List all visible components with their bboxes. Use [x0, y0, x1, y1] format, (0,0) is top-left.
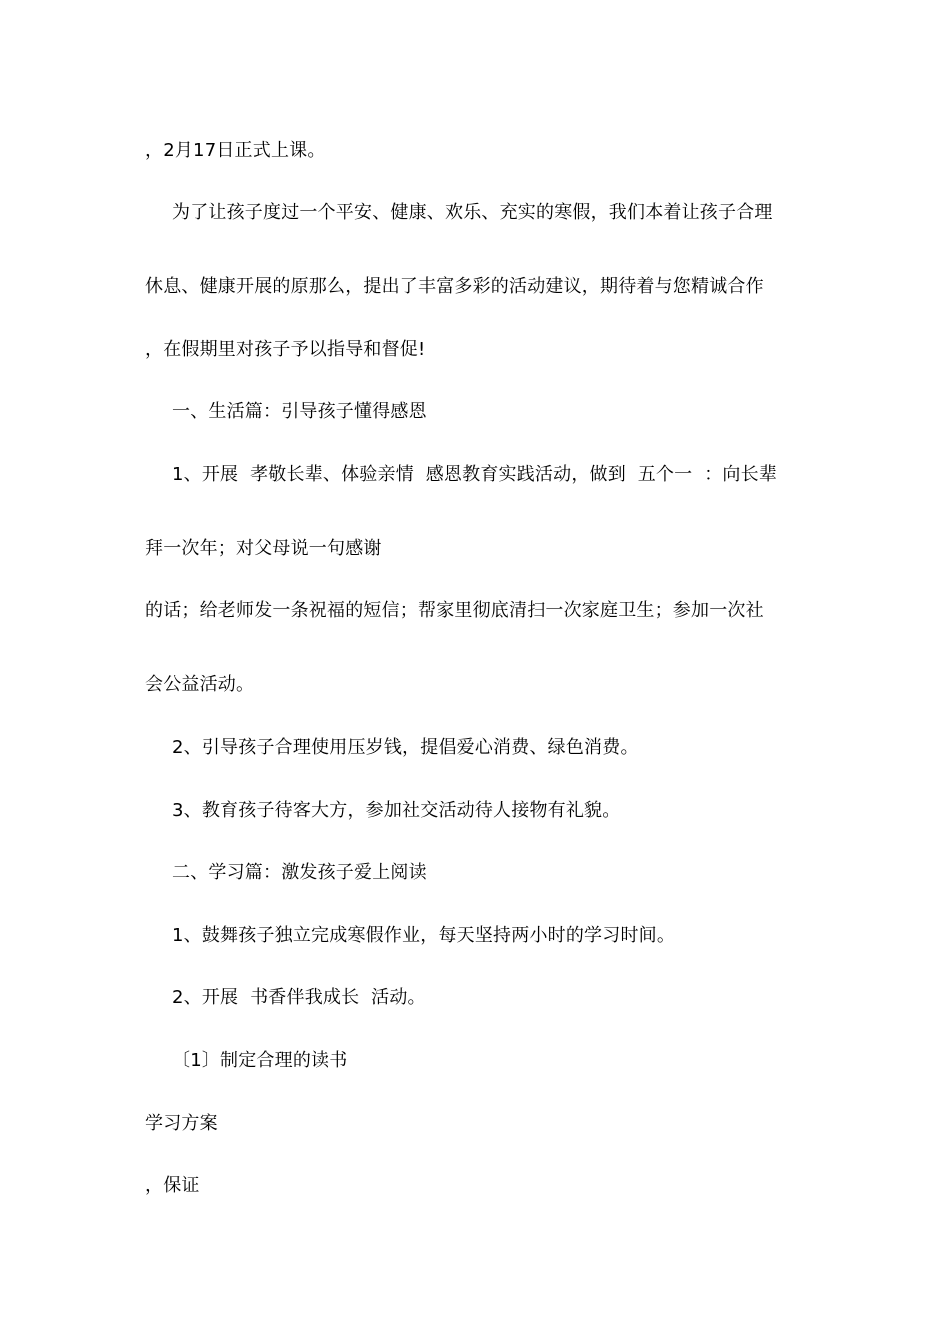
list-item: 1、开展 孝敬长辈、体验亲情 感恩教育实践活动，做到 五个一 ：向长辈 — [172, 464, 778, 485]
list-item: 〔1〕制定合理的读书 — [172, 1050, 348, 1071]
list-item: 1、鼓舞孩子独立完成寒假作业，每天坚持两小时的学习时间。 — [172, 925, 676, 946]
section-heading: 一、生活篇：引导孩子懂得感恩 — [172, 401, 427, 422]
list-item: 2、开展 书香伴我成长 活动。 — [172, 987, 426, 1008]
list-item: 3、教育孩子待客大方，参加社交活动待人接物有礼貌。 — [172, 800, 621, 821]
list-item: 2、引导孩子合理使用压岁钱，提倡爱心消费、绿色消费。 — [172, 737, 639, 758]
paragraph-line: 为了让孩子度过一个平安、健康、欢乐、充实的寒假，我们本着让孩子合理 — [172, 202, 773, 223]
paragraph-line: 拜一次年；对父母说一句感谢 — [145, 538, 382, 559]
paragraph-line: 学习方案 — [145, 1113, 218, 1134]
paragraph-line: 会公益活动。 — [145, 674, 255, 695]
paragraph-line: 休息、健康开展的原那么，提出了丰富多彩的活动建议，期待着与您精诚合作 — [145, 276, 764, 297]
paragraph-line: ，在假期里对孩子予以指导和督促! — [145, 339, 426, 360]
paragraph-line: 的话；给老师发一条祝福的短信；帮家里彻底清扫一次家庭卫生；参加一次社 — [145, 600, 764, 621]
section-heading: 二、学习篇：激发孩子爱上阅读 — [172, 862, 427, 883]
paragraph-line: ，保证 — [145, 1175, 200, 1196]
text-line: ，2月17日正式上课。 — [145, 140, 326, 161]
